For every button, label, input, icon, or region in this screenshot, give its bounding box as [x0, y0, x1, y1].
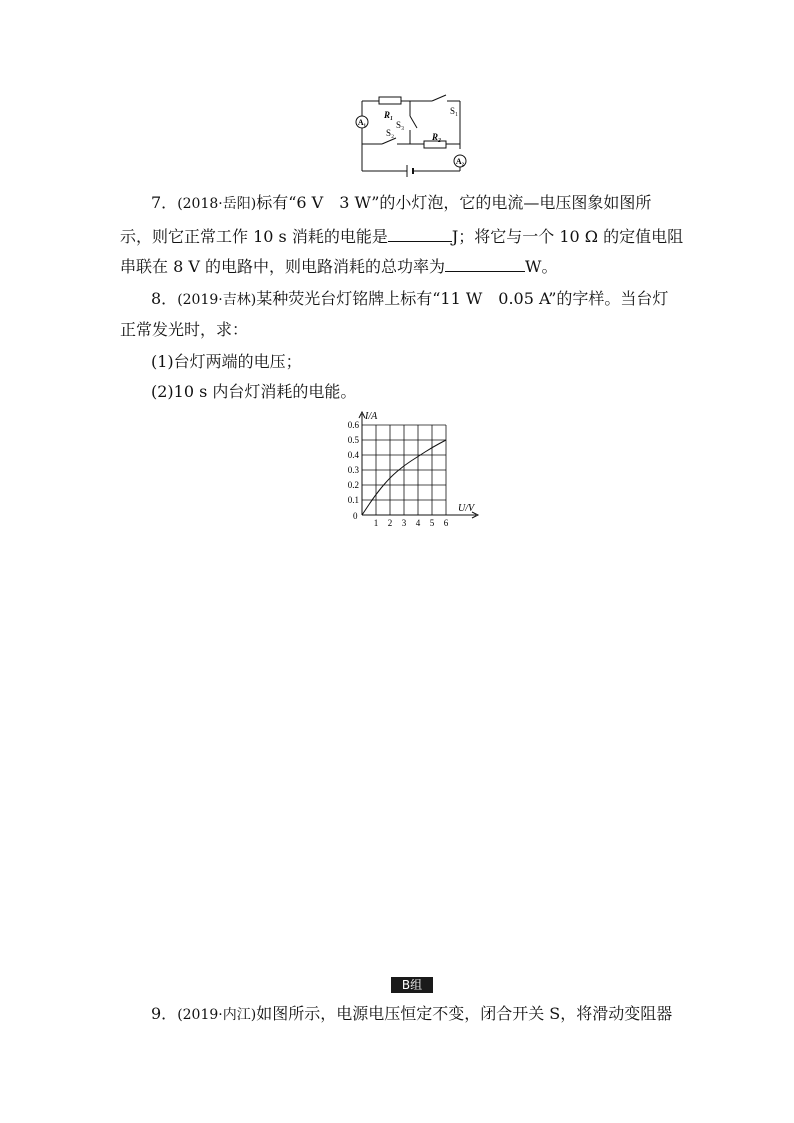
q8-sub2: (2)10 s 内台灯消耗的电能。: [151, 382, 357, 401]
q7-line2: [120, 221, 684, 253]
q8-text: 某种荧光台灯铭牌上标有“11 W 0.05 A”的字样。当台灯: [256, 289, 669, 308]
x-tick-label: 2: [387, 518, 393, 528]
answer-blank[interactable]: [445, 253, 525, 272]
q7-source: (2018·岳阳): [177, 196, 257, 212]
y-axis-label: I/A: [365, 411, 378, 422]
q7-text: 标有“6 V 3 W”的小灯泡，它的电流—电压图象如图所: [256, 193, 652, 212]
iu-graph: [336, 408, 496, 528]
x-tick-label: 6: [443, 518, 449, 528]
q9-text: 如图所示，电源电压恒定不变，闭合开关 S，将滑动变阻器: [256, 1004, 673, 1023]
y-tick-label: 0.6: [347, 420, 359, 430]
q8-sub1: (1)台灯两端的电压；: [151, 352, 302, 371]
q8-line2: 正常发光时，求：: [120, 320, 249, 339]
q7-text: 串联在 8 V 的电路中，则电路消耗的总功率为: [120, 257, 445, 276]
q7-number: 7．: [151, 193, 178, 212]
q9-line1: [151, 998, 711, 1031]
q7-text: J；将它与一个 10 Ω 的定值电阻: [451, 227, 684, 246]
circuit-diagram: [354, 92, 474, 177]
y-tick-label: 0.3: [347, 465, 359, 475]
x-tick-label: 1: [373, 518, 379, 528]
x-tick-label: 4: [415, 518, 421, 528]
y-tick-label: 0.2: [347, 480, 359, 490]
x-axis-label: U/V: [458, 503, 475, 514]
q9-number: 9．: [151, 1004, 178, 1023]
y-tick-label: 0.5: [347, 435, 359, 445]
q7-line3: [120, 251, 680, 283]
r2-label: R₂: [432, 132, 442, 142]
switch-s3: [410, 116, 417, 128]
ammeter-a2-label: A₂: [455, 157, 465, 166]
ammeter-a1-label: A₁: [357, 118, 367, 127]
q8-source: (2019·吉林): [177, 292, 257, 308]
r1-label: R₁: [384, 110, 394, 120]
y-tick-label: 0.1: [347, 495, 359, 505]
section-badge: B组: [391, 977, 433, 993]
origin-label: 0: [353, 511, 358, 521]
x-tick-label: 3: [401, 518, 407, 528]
q7-text: W。: [525, 257, 558, 276]
resistor-r2: [424, 141, 446, 148]
q7-text: 示，则它正常工作 10 s 消耗的电能是: [120, 227, 388, 246]
answer-blank[interactable]: [388, 223, 452, 242]
s2-label: S₂: [386, 128, 395, 138]
q7-line1: [151, 187, 711, 220]
s1-label: S₁: [450, 106, 459, 116]
resistor-r1: [379, 97, 401, 104]
graph-grid: [362, 425, 446, 515]
x-tick-label: 5: [429, 518, 435, 528]
graph-ticks: [348, 420, 449, 528]
q9-source: (2019·内江): [177, 1007, 257, 1023]
y-tick-label: 0.4: [347, 450, 359, 460]
q8-number: 8．: [151, 289, 178, 308]
switch-s1: [432, 95, 446, 101]
s3-label: S₃: [396, 120, 405, 130]
switch-s2: [382, 138, 396, 144]
q8-line1: [151, 283, 711, 316]
